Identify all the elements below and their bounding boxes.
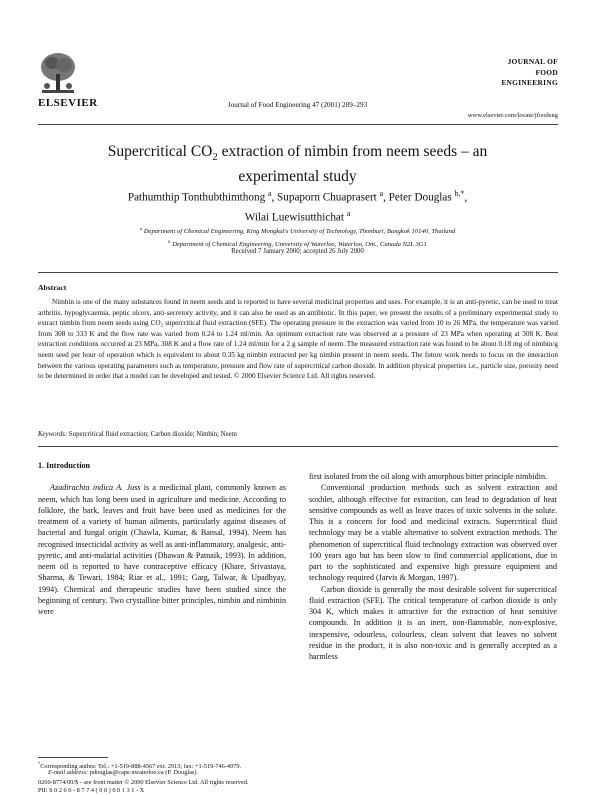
author-list [0,186,595,225]
title-text: experimental study [238,168,357,186]
affiliation-marker: b [168,238,171,244]
journal-url-link[interactable]: www.elsevier.com/locate/jfoodeng [467,112,558,119]
elsevier-tree-logo-icon [38,50,78,96]
body-paragraph: first isolated from the oil along with amorphous bitter principle nimbidin. [309,472,548,481]
article-title [0,142,595,187]
species-name: Azadirachta indica A. Juss [50,483,141,493]
email-label: E-mail address: [48,769,89,776]
author-name: , Peter Douglas [383,191,455,204]
journal-name-line: JOURNAL OF [507,57,558,66]
affiliation-marker: a [139,226,143,231]
keywords [38,431,558,438]
journal-name-line: FOOD [535,67,558,77]
publisher-logo-text: ELSEVIER [38,97,98,109]
received-dates: Received 7 January 2000; accepted 26 July 2000 [231,248,364,255]
abstract-text: Nimbin is one of the many substances found in neem seeds and is reported to have several medicinal properties and uses. For example, it is an anti-pyretic, can be used to treat arthritis, hypoglycaemia, peptic ulcers, anti-secretory activity, and it can also be used as an antibiotic. In this paper, we present the results of a preliminary experimental study to extract nimbin from neem seeds using CO₂ supercritical fluid extraction (SFE). The operating pressure in the extraction was varied from 10 to 26 MPa, the temperature was varied from 308 to 333 K and the flow rate was varied from 0.24 to 1.24 ml/min. An optimum extraction rate was observed at a pressure of 23 MPa when operating at 308 K. Best extraction conditions occurred at 23 MPa, 308 K and a flow rate of 1.24 ml/min for a 2 g sample of neem. The measured extraction rate was found to be about 0.18 mg of nimbin/g neem seed per hour of operation which is equivalent to about 0.35 kg nimbin extracted per kg nimbin present in neem seeds. The future work needs to focus on the interaction between the various operating parameters such as temperature, pressure and flow rate of supercritical carbon dioxide. In addition physical properties i.e., particle size, porosity need to be determined in order that a model can be developed and tested. © 2000 Elsevier Science Ltd. All rights reserved. [38,298,558,381]
title-text: extraction of nimbin from neem seeds – an [217,143,488,160]
abstract-heading: Abstract [38,283,67,292]
author-separator: , [464,191,468,204]
affiliation-b: Department of Chemical Engineering, University of Waterloo, Waterloo, Ont., Canada N2L 3G1 [170,240,427,248]
pii-line: PII: S 0 2 6 0 - 8 7 7 4 ( 0 0 ) 0 0 1 3 1 - X [38,787,145,794]
title-subscript: 2 [212,151,218,164]
footnote-text: Corresponding author. Tel.: +1-519-888-4567 ext. 2913; fax: +1-519-746-4979. [40,763,242,771]
affiliation-a: Department of Chemical Engineering, King Mongkut's University of Technology, Thonburi, Bangkok 10140, Thailand [142,228,456,236]
header-divider [38,124,558,125]
section-heading: 1. Introduction [38,461,91,470]
footnote-divider [38,757,108,758]
keywords-label: Keywords: [38,431,68,438]
paragraph-text: is a medicinal plant, commonly known as neem, which has long been used in agriculture and medicine. According to folklore, the bark, leaves and fruit have been used as medicines for the treatment of a variety of human ailments, particularly against diseases of bacterial and fungal origin (Chawla, Kumar, & Bansal, 1994). Neem has recognised insecticidal activity as well as anti-inflammatory, analgesic, anti-pyretic, and anti-malarial activities (Dhawan & Patnaik, 1993). In addition, neem oil is reported to have contraceptive efficacy (Khare, Srivastava, Sharma, & Tewari, 1984; Riar et al., 1991; Garg, Talwar, & Upadhyay, 1994). Chemical and therapeutic studies have been studied since the beginning of century. Two crystalline bitter principles, nimbin and nimbinin were [38,483,286,616]
title-text: Supercritical CO [107,143,213,160]
email-address[interactable]: pdouglas@cape.uwaterloo.ca (P. Douglas). [88,769,199,776]
journal-name [501,57,558,89]
body-paragraph: Conventional production methods such as solvent extraction and soxhlet, although effective for extraction, can lead to degradation of heat sensitive compounds as well as leave traces of toxic solvents in the solute. This is a concern for food and medicinal extracts. Supercritical fluid technology may be a viable alternative to solvent extraction methods. The phenomenon of supercritical fluid technology extraction was observed over 100 years ago but has been slow to find commercial applications, due in part to the sophisticated and expensive high pressure equipment and technology required (Jarvis & Morgan, 1997). [309,483,557,583]
keywords-list: Supercritical fluid extraction; Carbon dioxide; Nimbin; Neem [67,431,237,438]
affiliation-marker: a [379,189,384,198]
affiliation-marker: a [267,189,272,198]
footnote-marker: * [38,761,41,766]
journal-citation: Journal of Food Engineering 47 (2001) 289–293 [227,101,368,109]
copyright-line: 0260-8774/00/$ - see front matter © 2000 Elsevier Science Ltd. All rights reserved. [38,779,249,786]
affiliation-marker: b,* [454,189,465,198]
right-column [309,471,557,662]
body-paragraph [38,482,286,617]
journal-name-line: ENGINEERING [501,78,558,87]
left-column [38,460,286,617]
author-name: Pathumthip Tonthubthimthong [127,191,268,204]
abstract-bottom-divider [38,446,558,447]
author-name: Wilai Luewisutthichat [244,211,347,224]
author-name: , Supaporn Chuaprasert [271,191,380,204]
affiliation-marker: a [346,208,351,218]
affiliations [0,224,595,249]
page-footer [38,768,198,777]
abstract-top-divider [38,272,558,273]
body-paragraph: Carbon dioxide is generally the most desirable solvent for supercritical fluid extraction (SFE). The critical temperature of carbon dioxide is only 304 K, which makes it attractive for the extraction of heat sensitive compounds. In addition it is an inert, non-flammable, non-explosive, inexpensive, odourless, colourless, clean solvent that leaves no solvent residue in the product, it is also non-toxic and is generally accepted as a harmless [309,584,557,661]
